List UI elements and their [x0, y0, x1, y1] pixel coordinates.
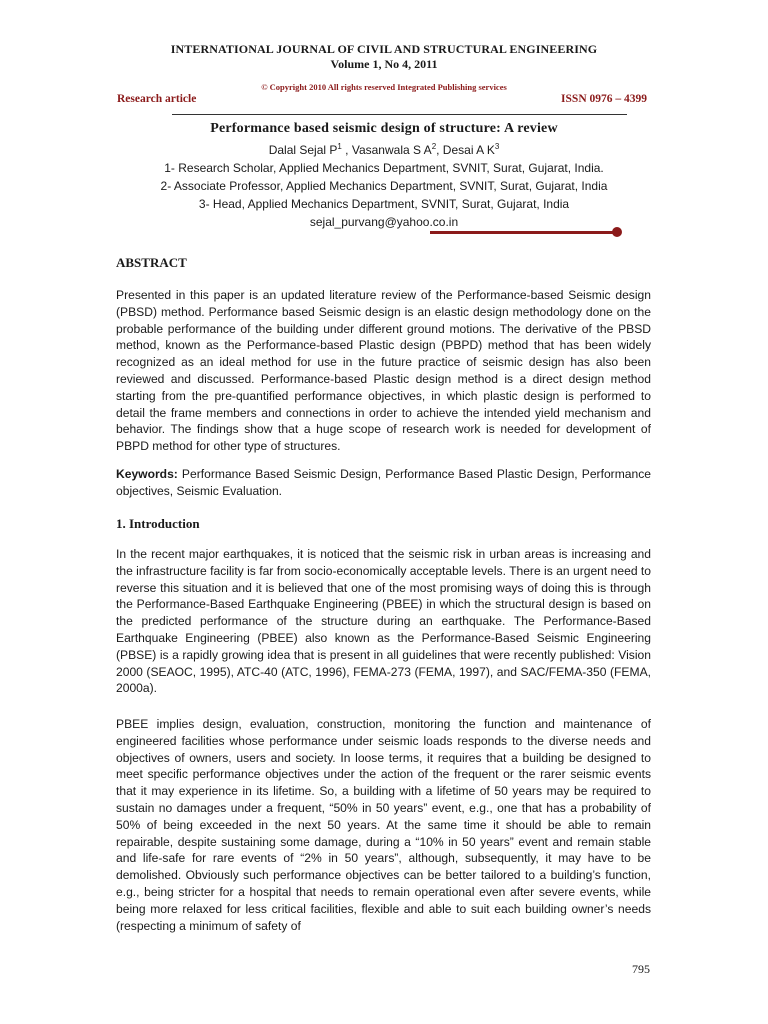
introduction-heading: 1. Introduction: [116, 516, 200, 531]
journal-volume: Volume 1, No 4, 2011: [330, 57, 438, 71]
keywords-text: Performance Based Seismic Design, Performance Based Plastic Design, Performance objectives, Seismic Evaluation.: [116, 467, 651, 498]
page-number: 795: [632, 962, 650, 976]
author-2: , Vasanwala S A: [341, 143, 432, 157]
author-list: [0, 138, 768, 159]
keywords: [116, 466, 651, 500]
author-2-sup: 2: [431, 142, 437, 151]
intro-paragraph-2: PBEE implies design, evaluation, construction, monitoring the function and maintenance of engineered facilities whose performance under seismic loads responds to the diverse needs and objectives of owners, users and society. In loose terms, it requires that a building be designed to meet specific performance objectives under the action of the frequent or the rarer seismic events that it may experience in its lifetime. So, a building with a lifetime of 50 years may be required to sustain no damages under a frequent, “50% in 50 years” event, e.g., one that has a probability of 50% of being exceeded in the next 50 years. At the same time it should be able to remain repairable, despite sustaining some damage, during a “10% in 50 years” event and remain stable and life-safe for rare events of “2% in 50 years”, although, subsequently, it may have to be demolished. Obviously such performance objectives can be better tailored to a building’s function, e.g., being stricter for a hospital that needs to remain operational even after severe events, while being more relaxed for less critical facilities, flexible and able to suit each building owner’s needs (respecting a minimum of safety of: [116, 717, 651, 933]
paper-title: Performance based seismic design of structure: A review: [210, 121, 558, 136]
intro-paragraph-1: In the recent major earthquakes, it is noticed that the seismic risk in urban areas is increasing and the infrastructure facility is far from socio-economically acceptable levels. There is an urgent need to reverse this situation and it is believed that one of the most promising ways of doing this is through the Performance-Based Earthquake Engineering (PBEE) in which the structural design is based on the predicted performance of the structure during an earthquake. The Performance-Based Earthquake Engineering (PBEE) also known as the Performance-Based Seismic Engineering (PBSE) is a rapidly growing idea that is present in all guidelines that were recently published: Vision 2000 (SEAOC, 1995), ATC-40 (ATC, 1996), FEMA-273 (FEMA, 1997), and SAC/FEMA-350 (FEMA, 2000a).: [116, 547, 651, 696]
article-type: Research article: [117, 93, 197, 105]
abstract-heading: ABSTRACT: [116, 255, 187, 270]
author-1: Dalal Sejal P: [268, 143, 338, 157]
affiliation-3: 3- Head, Applied Mechanics Department, SVNIT, Surat, Gujarat, India: [198, 197, 570, 211]
journal-title: INTERNATIONAL JOURNAL OF CIVIL AND STRUCTURAL ENGINEERING: [170, 42, 598, 56]
decorative-rule: [430, 231, 615, 234]
author-3: , Desai A K: [436, 143, 495, 157]
author-1-sup: 1: [337, 142, 342, 151]
author-email[interactable]: sejal_purvang@yahoo.co.in: [309, 215, 459, 229]
affiliation-2: 2- Associate Professor, Applied Mechanics Department, SVNIT, Surat, Gujarat, India: [160, 179, 608, 193]
abstract-text: Presented in this paper is an updated literature review of the Performance-based Seismic design (PBSD) method. Performance based Seismic design is an elastic design methodology done on the probable performance of the building under different ground motions. The derivative of the PBSD method, known as the Performance-based Plastic design (PBPD) method that has been widely recognized as an ideal method for use in the future practice of seismic design has also been reviewed and discussed. Performance-based Plastic design method is a direct design method starting from the pre-quantified performance objectives, in which plastic design is performed to detail the frame members and connections in order to achieve the intended yield mechanism and behavior. The findings show that a huge scope of research work is needed for development of PBPD method for other type of structures.: [116, 288, 651, 454]
header-divider: [172, 114, 627, 115]
keywords-label: Keywords:: [116, 467, 178, 481]
author-3-sup: 3: [494, 142, 500, 151]
title-block: [0, 121, 768, 231]
issn: ISSN 0976 – 4399: [561, 93, 647, 105]
affiliation-1: 1- Research Scholar, Applied Mechanics Department, SVNIT, Surat, Gujarat, India.: [164, 161, 604, 175]
copyright-notice: © Copyright 2010 All rights reserved Integrated Publishing services: [261, 82, 507, 92]
decorative-dot: [612, 227, 622, 237]
